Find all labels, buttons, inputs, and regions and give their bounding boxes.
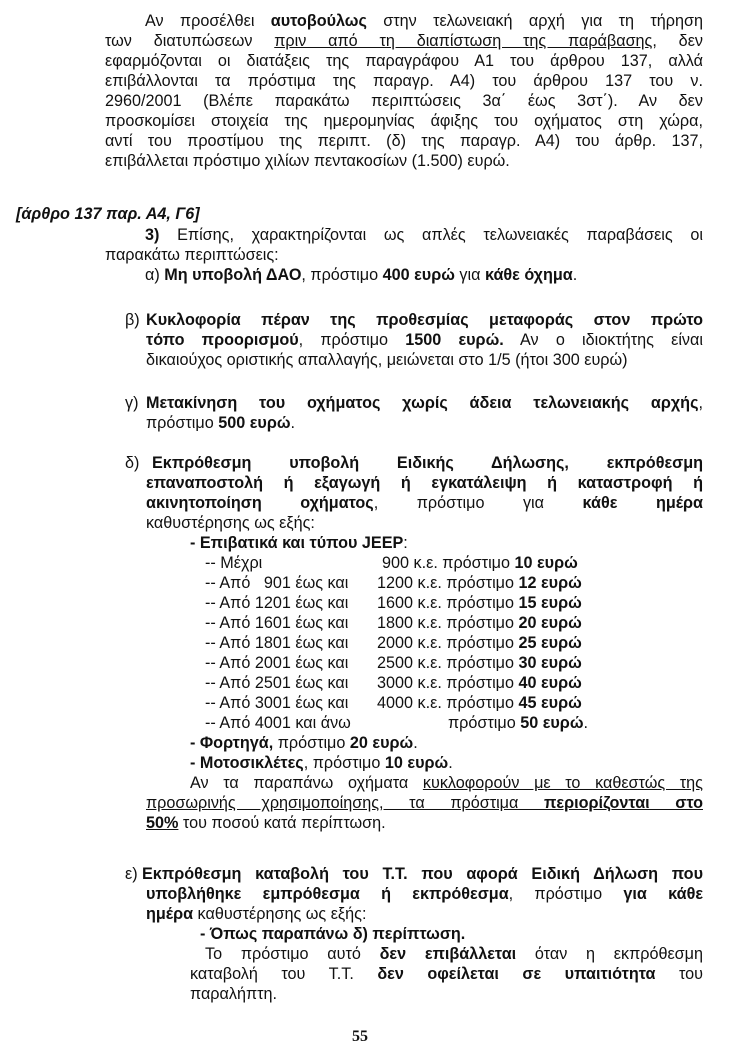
- text: στην τελωνειακή αρχή για τη τήρηση: [366, 12, 703, 30]
- fine-value: 15 ευρώ: [518, 594, 582, 612]
- text: , πρόστιμο: [508, 885, 624, 903]
- text: του ποσού κατά περίπτωση.: [178, 814, 386, 832]
- fine-value: 12 ευρώ: [518, 574, 582, 592]
- text: Αν ο ιδιοκτήτης είναι: [503, 331, 703, 349]
- text: καθυστέρησης ως εξής:: [193, 905, 367, 923]
- text: .: [572, 266, 578, 284]
- item-e-line-2: [146, 884, 703, 904]
- engine-cc-text: πρόστιμο: [448, 714, 521, 732]
- bold-text: δεν επιβάλλεται: [379, 945, 517, 963]
- fine-amount: [377, 593, 582, 613]
- text: Αν τα παραπάνω οχήματα: [190, 774, 423, 792]
- bold-text: για κάθε: [623, 885, 703, 903]
- note-line-1: [146, 773, 703, 793]
- intro-line-4: επιβάλλονται τα πρόστιμα της παραγρ. Α4) του άρθρου 137 του ν.: [105, 72, 703, 90]
- fine-value: 45 ευρώ: [518, 694, 582, 712]
- engine-range: -- Από 2001 έως και: [205, 654, 349, 672]
- intro-line-1: [105, 11, 703, 31]
- item-d-label: δ): [125, 454, 140, 472]
- text: καταβολή του Τ.Τ.: [190, 965, 378, 983]
- fine-amount: [377, 573, 582, 593]
- item-b-line-2: [146, 330, 703, 350]
- text: πρόστιμο: [273, 734, 350, 752]
- fine-amount: [377, 673, 582, 693]
- bold-underlined-text: περιορίζονται στο: [544, 794, 703, 812]
- text: Αν προσέλθει: [145, 12, 271, 30]
- engine-cc-text: 3000 κ.ε. πρόστιμο: [377, 674, 519, 692]
- text: των διατυπώσεων: [105, 32, 275, 50]
- fine-amount: [377, 633, 582, 653]
- note-line-3: [146, 813, 386, 833]
- bold-text: - Μοτοσικλέτες: [190, 754, 304, 772]
- text: όταν η εκπρόθεσμη: [516, 945, 703, 963]
- bold-text: 10 ευρώ: [384, 754, 449, 772]
- text: του: [655, 965, 703, 983]
- bold-text: ημέρα: [146, 905, 194, 923]
- engine-range: -- Από 1601 έως και: [205, 614, 349, 632]
- engine-range: -- Από 4001 και άνω: [205, 714, 351, 732]
- item-c-line-1: [146, 393, 703, 413]
- bold-text: κάθε ημέρα: [582, 494, 704, 512]
- intro-line-8: επιβάλλεται πρόστιμο χιλίων πεντακοσίων (1.500) ευρώ.: [105, 152, 510, 170]
- engine-cc-text: 1600 κ.ε. πρόστιμο: [377, 594, 519, 612]
- fine-value: 20 ευρώ: [518, 614, 582, 632]
- engine-range: -- Από 2501 έως και: [205, 674, 349, 692]
- fine-amount: [448, 713, 588, 733]
- text: .: [290, 414, 296, 432]
- section-number: 3): [145, 226, 160, 244]
- text: .: [413, 734, 418, 752]
- item-a: [145, 265, 577, 285]
- engine-cc-text: 1800 κ.ε. πρόστιμο: [377, 614, 519, 632]
- item-e-note-3: παραλήπτη.: [190, 985, 278, 1003]
- intro-line-3: εφαρμόζονται οι διατάξεις της παραγράφου Α1 του άρθρου 137, αλλά: [105, 52, 703, 70]
- fine-value: 25 ευρώ: [518, 634, 582, 652]
- text: Επίσης, χαρακτηρίζονται ως απλές τελωνειακές παραβάσεις οι: [159, 226, 703, 244]
- engine-cc-text: 4000 κ.ε. πρόστιμο: [377, 694, 519, 712]
- engine-range: -- Από 3001 έως και: [205, 694, 349, 712]
- text: , πρόστιμο για: [373, 494, 583, 512]
- text: :: [403, 534, 408, 552]
- text: .: [448, 754, 453, 772]
- engine-cc-text: 900 κ.ε. πρόστιμο: [382, 554, 515, 572]
- item-e-note-2: [190, 964, 703, 984]
- note-line-2: [146, 793, 703, 813]
- fine-amount: [377, 653, 582, 673]
- item-e-label: ε): [125, 865, 138, 883]
- text: , δεν: [652, 32, 704, 50]
- bold-text: 400 ευρώ: [382, 266, 455, 284]
- engine-cc-text: 1200 κ.ε. πρόστιμο: [377, 574, 519, 592]
- underlined-text: προσωρινής χρησιμοποίησης, τα πρόστιμα: [146, 794, 544, 812]
- item-e-sub: - Όπως παραπάνω δ) περίπτωση.: [200, 925, 466, 943]
- cars-heading: [190, 533, 408, 553]
- text: ,: [698, 394, 703, 412]
- text: .: [583, 714, 588, 732]
- bold-text: κάθε όχημα: [484, 266, 573, 284]
- text: , πρόστιμο: [301, 266, 383, 284]
- item-e-line-1: Εκπρόθεσμη καταβολή του Τ.Τ. που αφορά Ειδική Δήλωση που: [142, 865, 703, 883]
- text: , πρόστιμο: [303, 754, 385, 772]
- bold-text: Μετακίνηση του οχήματος χωρίς άδεια τελωνειακής αρχής: [146, 394, 699, 412]
- article-reference: [άρθρο 137 παρ. Α4, Γ6]: [16, 205, 200, 223]
- fine-value: 50 ευρώ: [520, 714, 584, 732]
- bold-underlined-text: 50%: [146, 814, 179, 832]
- item-c-label: γ): [125, 394, 139, 412]
- trucks-line: [190, 733, 418, 753]
- fine-amount: [377, 693, 582, 713]
- intro-line-5: 2960/2001 (Βλέπε παρακάτω περιπτώσεις 3α΄ έως 3στ΄). Αν δεν: [105, 92, 703, 110]
- text: για: [454, 266, 485, 284]
- item-e-note-1: [146, 944, 703, 964]
- bold-text: - Επιβατικά και τύπου JEEP: [190, 534, 404, 552]
- bold-text: 1500 ευρώ.: [405, 331, 504, 349]
- text: , πρόστιμο: [298, 331, 406, 349]
- underlined-text: κυκλοφορούν με το καθεστώς της: [422, 774, 703, 792]
- bold-text: - Φορτηγά,: [190, 734, 274, 752]
- bold-text: τόπο προορισμού: [146, 331, 299, 349]
- bold-text: Μη υποβολή ΔΑΟ: [164, 266, 302, 284]
- engine-range: -- Από 901 έως και: [205, 574, 349, 592]
- bold-text: 20 ευρώ: [349, 734, 414, 752]
- engine-range: -- Από 1801 έως και: [205, 634, 349, 652]
- item-d-line-2: επαναποστολή ή εξαγωγή ή εγκατάλειψη ή καταστροφή ή: [146, 474, 703, 492]
- section-3-line-2: παρακάτω περιπτώσεις:: [105, 246, 279, 264]
- bold-text: δεν οφείλεται σε υπαιτιότητα: [377, 965, 656, 983]
- motorcycles-line: [190, 753, 453, 773]
- item-b-label: β): [125, 311, 140, 329]
- text: Το πρόστιμο αυτό: [205, 945, 380, 963]
- item-c-line-2: [146, 413, 295, 433]
- page-number: 55: [352, 1028, 368, 1045]
- fine-value: 30 ευρώ: [518, 654, 582, 672]
- fine-amount: [382, 553, 578, 573]
- item-b-line-3: δικαιούχος οριστικής απαλλαγής, μειώνεται στο 1/5 (ήτοι 300 ευρώ): [146, 351, 628, 369]
- engine-range: -- Από 1201 έως και: [205, 594, 349, 612]
- emphasis-autovoulos: αυτοβούλως: [270, 12, 367, 30]
- item-b-line-1: Κυκλοφορία πέραν της προθεσμίας μεταφοράς στον πρώτο: [146, 311, 703, 329]
- item-d-line-1: Εκπρόθεσμη υποβολή Ειδικής Δήλωσης, εκπρόθεσμη: [152, 454, 703, 472]
- engine-cc-text: 2500 κ.ε. πρόστιμο: [377, 654, 519, 672]
- item-e-line-3: [146, 904, 366, 924]
- item-d-line-3: [146, 493, 703, 513]
- bold-text: υποβλήθηκε εμπρόθεσμα ή εκπρόθεσμα: [146, 885, 509, 903]
- intro-line-7: αντί του προστίμου της περιπτ. (δ) της παραγρ. Α4) του άρθρ. 137,: [105, 132, 703, 150]
- bold-text: 500 ευρώ: [218, 414, 291, 432]
- intro-line-2: [105, 31, 703, 51]
- underlined-text: πριν από τη διαπίστωση της παράβασης: [274, 32, 653, 50]
- text: πρόστιμο: [146, 414, 219, 432]
- fine-value: 10 ευρώ: [514, 554, 578, 572]
- engine-range: -- Μέχρι: [205, 554, 263, 572]
- engine-cc-text: 2000 κ.ε. πρόστιμο: [377, 634, 519, 652]
- fine-amount: [377, 613, 582, 633]
- intro-line-6: προσκομίσει στοιχεία της ημερομηνίας άφιξης του οχήματος στη χώρα,: [105, 112, 703, 130]
- bold-text: ακινητοποίηση οχήματος: [146, 494, 374, 512]
- fine-value: 40 ευρώ: [518, 674, 582, 692]
- item-label: α): [145, 266, 165, 284]
- item-d-line-4: καθυστέρησης ως εξής:: [146, 514, 315, 532]
- section-3-line-1: [105, 225, 703, 245]
